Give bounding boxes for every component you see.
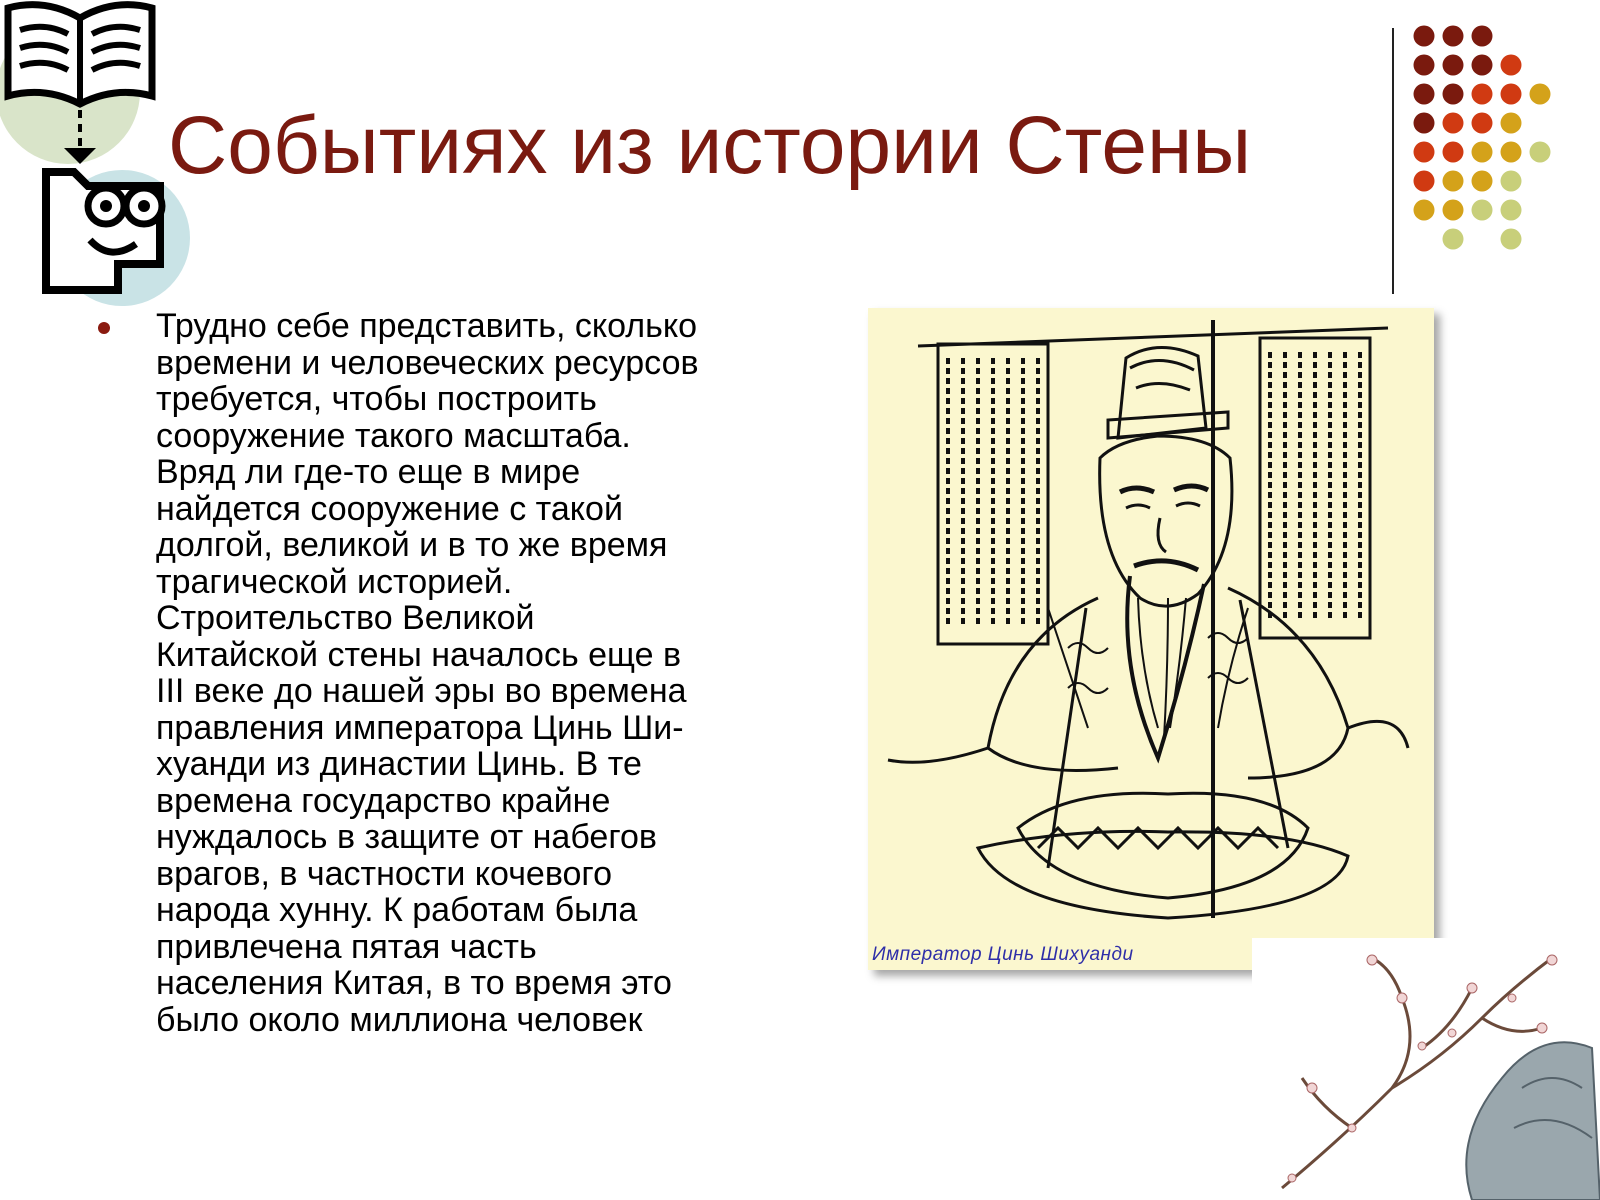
emperor-portrait [868,308,1434,970]
decor-dot [1443,55,1464,76]
decor-dot [1501,200,1522,221]
decor-dot [1530,84,1551,105]
decor-dot [1443,142,1464,163]
decor-dot [1414,84,1435,105]
decor-dot [1501,84,1522,105]
decor-dot [1472,55,1493,76]
decor-dot [1472,84,1493,105]
decor-dot [1501,171,1522,192]
decor-dot [1414,55,1435,76]
decor-dot [1501,142,1522,163]
decor-dot [1414,200,1435,221]
slide-title: Событиях из истории Стены [168,100,1252,191]
decor-dot [1443,200,1464,221]
open-book-icon [8,5,152,104]
decor-dot [1414,142,1435,163]
decor-dot [1414,26,1435,47]
decor-dot [1443,26,1464,47]
decor-dot [1472,171,1493,192]
title-divider [1392,28,1394,294]
decor-dot [1443,229,1464,250]
dot-grid [1410,22,1570,262]
decor-dot [1530,142,1551,163]
decor-dot [1472,200,1493,221]
decor-dot [1472,142,1493,163]
decor-dot [1443,171,1464,192]
plum-blossom-decoration [1252,938,1600,1200]
decor-dot [1414,171,1435,192]
decor-dot [1443,84,1464,105]
decor-dot [1501,113,1522,134]
decor-dot [1443,113,1464,134]
bullet-text: Трудно себе представить, сколько времени и человеческих ресурсов требуется, чтобы построить сооружение такого масштаба. Вряд ли где-то еще в мире найдется сооружение с такой долгой, великой и в то же время трагической историей. Строительство Великой Китайской стены началось еще в III веке до нашей эры во времена правления императора Цинь Ши- хуанди из династии Цинь. В те времена государство крайне нуждалось в защите от набегов врагов, в частности кочевого народа хунну. К работам была привлечена пятая часть населения Китая, в то время это было около миллиона человек [156,307,699,1039]
decor-dot [1414,113,1435,134]
portrait-caption: Император Цинь Шихуанди [872,944,1252,966]
decor-dot [1472,113,1493,134]
portrait-drawing [868,308,1434,970]
decor-dot [1501,229,1522,250]
bullet-marker [98,322,110,334]
decor-dot [1472,26,1493,47]
decor-dot [1501,55,1522,76]
